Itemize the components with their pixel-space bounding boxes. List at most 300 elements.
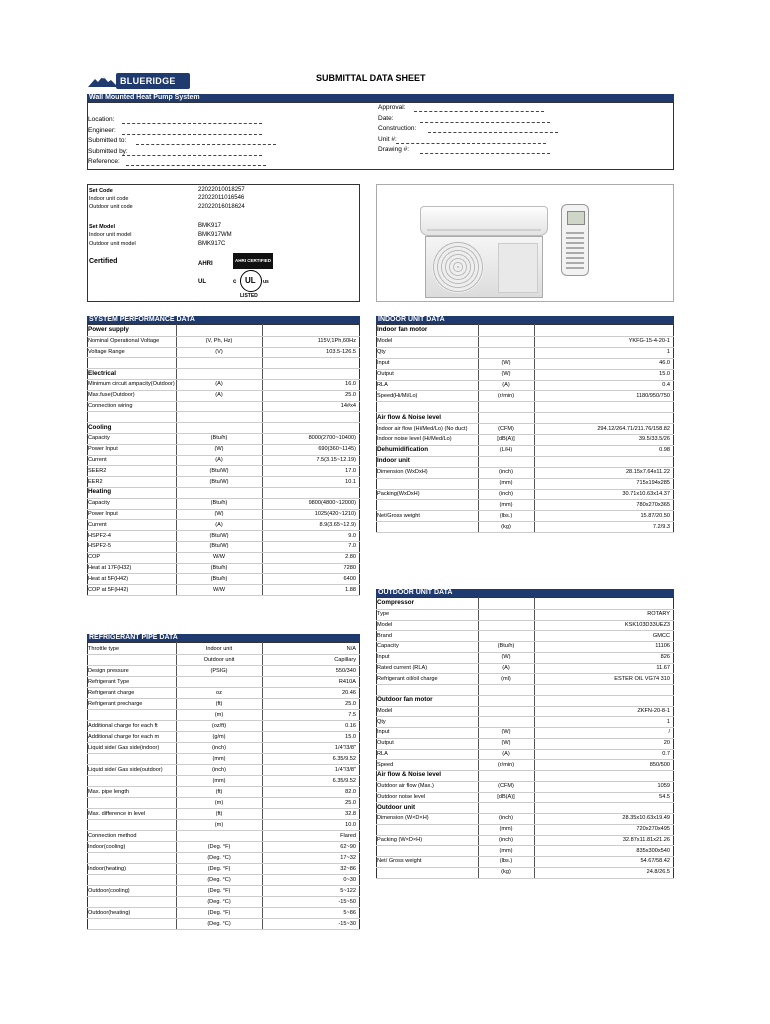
ul-c: c (233, 279, 237, 285)
row-unit: (ft) (215, 810, 223, 817)
row-value: 850/500 (649, 761, 670, 768)
row-unit: (Deg. °C) (207, 876, 231, 883)
table-row (87, 455, 360, 466)
table-row (87, 368, 360, 379)
row-unit: (CFM) (498, 783, 514, 790)
row-value: 7280 (343, 564, 356, 571)
row-unit: W/W (212, 554, 226, 561)
row-label: EER2 (88, 478, 103, 485)
row-label: Connection wiring (88, 402, 133, 409)
table-row (376, 695, 674, 706)
row-value: 835x300x540 (636, 847, 670, 854)
row-value: 2.80 (345, 554, 356, 561)
form-blank (122, 149, 262, 156)
table-row (376, 813, 674, 824)
row-value: 30.71x10.63x14.37 (622, 490, 670, 497)
table-row (376, 770, 674, 781)
row-unit: W/W (212, 586, 226, 593)
row-label: Connection method (88, 832, 137, 839)
row-label: Output (377, 371, 394, 378)
row-unit: (inch) (499, 836, 513, 843)
row-unit: (lbs.) (499, 858, 513, 865)
indoor-model-value: BMK917WM (198, 232, 232, 238)
table-row (87, 698, 360, 709)
row-value: 5~122 (340, 887, 356, 894)
table-row (87, 411, 360, 422)
remote-buttons (566, 229, 584, 269)
row-unit: (Btu/W) (209, 478, 229, 485)
row-value: 8.9(3.65~12.9) (319, 521, 356, 528)
row-label: Electrical (88, 369, 117, 377)
table-row (376, 630, 674, 641)
row-unit: (mm) (499, 826, 513, 833)
outdoor-model-value: BMK917C (198, 241, 226, 247)
row-label: Outdoor(cooling) (88, 887, 130, 894)
row-label: Packing(WxDxH) (377, 490, 420, 497)
ul-listed: LISTED (240, 293, 258, 299)
row-value: 0.7 (662, 750, 670, 757)
row-value: 14#x4 (340, 402, 356, 409)
row-value: 54.67/58.42 (640, 858, 670, 865)
table-row (376, 663, 674, 674)
row-value: 11106 (655, 643, 670, 650)
row-value: 15.0 (659, 371, 670, 378)
form-label: Construction: (378, 125, 417, 132)
row-value: ROTARY (647, 611, 670, 618)
ul-us: us (263, 279, 269, 285)
row-label: COP (88, 554, 101, 561)
set-model-label: Set Model (89, 224, 115, 230)
row-value: 20 (663, 740, 670, 747)
sys_perf-header: SYSTEM PERFORMANCE DATA (87, 316, 360, 324)
row-value: GMCC (652, 632, 670, 639)
table-row (87, 808, 360, 819)
row-value: 7.0 (348, 543, 356, 550)
row-divider (87, 929, 360, 930)
ahri-certified-badge (233, 253, 273, 269)
row-unit: (V) (215, 348, 223, 355)
row-unit: (W) (501, 371, 511, 378)
table-row (376, 489, 674, 500)
row-unit: (Deg. °C) (207, 854, 231, 861)
table-row (87, 530, 360, 541)
row-value: ESTER OIL VG74 310 (614, 675, 670, 682)
row-label: Qty (377, 349, 386, 356)
product-type-header (87, 94, 674, 102)
row-unit: (Deg. °F) (207, 865, 231, 872)
table-row (376, 652, 674, 663)
row-unit: (W) (501, 740, 511, 747)
table-row (87, 797, 360, 808)
row-value: 8000(2700~10400) (308, 435, 356, 442)
row-label: Dimension (W×D×H) (377, 815, 429, 822)
row-unit: Indoor unit (205, 645, 233, 652)
row-value: 7.2/9.3 (652, 523, 670, 530)
row-value: 6400 (343, 575, 356, 582)
row-label: Power Input (88, 446, 118, 453)
row-label: Additional charge for each m (88, 733, 160, 740)
row-value: YKFG-15-4-20-1 (628, 338, 670, 345)
row-value: 24.8/26.5 (646, 869, 670, 876)
row-label: Voltage Range (88, 348, 125, 355)
row-label: Outdoor air flow (Max.) (377, 783, 434, 790)
table-row (376, 727, 674, 738)
form-blank (136, 138, 276, 145)
row-value: 826 (660, 654, 670, 661)
row-divider (87, 595, 360, 596)
brand-logo (88, 72, 190, 90)
row-value: -15~30 (338, 920, 356, 927)
row-value: 1 (666, 718, 670, 725)
row-value: 1025(420~1210) (314, 510, 356, 517)
row-label: Refrigerant Type (88, 678, 130, 685)
row-label: Refrigerant charge (88, 689, 135, 696)
indoor-code-value: 22022011016546 (198, 195, 245, 201)
row-unit: (A) (215, 392, 223, 399)
table-row (376, 423, 674, 434)
row-unit: (Btu/W) (209, 467, 229, 474)
form-label: Drawing #: (378, 146, 410, 153)
set-code-value: 22022010018257 (198, 187, 245, 193)
row-unit: (lbs.) (499, 512, 513, 519)
row-label: Additional charge for each ft (88, 722, 158, 729)
table-row (376, 325, 674, 336)
row-value: 62~90 (340, 843, 356, 850)
row-label: COP at 5F(H42) (88, 586, 129, 593)
row-label: Throttle type (88, 645, 120, 652)
ref_pipe-header: REFRIGERANT PIPE DATA (87, 634, 360, 642)
row-label: RLA (377, 750, 388, 757)
row-label: Refrigerant oil/oil charge (377, 675, 438, 682)
table-row (376, 434, 674, 445)
table-row (376, 716, 674, 727)
row-label: Rated current (RLA) (377, 664, 428, 671)
table-row (87, 336, 360, 347)
table-row (376, 738, 674, 749)
row-label: HSPF2-4 (88, 532, 112, 539)
form-blank (126, 159, 266, 166)
row-label: Indoor(heating) (88, 865, 126, 872)
row-label: Output (377, 740, 394, 747)
row-value: 20.46 (342, 689, 356, 696)
row-label: Net/ Gross weight (377, 858, 422, 865)
row-unit: (mm) (212, 777, 226, 784)
form-label: Location: (88, 116, 115, 123)
row-unit: (r/min) (497, 392, 515, 399)
row-unit: (mm) (499, 847, 513, 854)
row-unit: (PSIG) (210, 667, 228, 674)
row-label: SEER2 (88, 467, 107, 474)
row-value: 32.8 (345, 810, 356, 817)
row-label: Compressor (377, 599, 415, 607)
table-row (87, 731, 360, 742)
row-value: 9.0 (348, 532, 356, 539)
row-value: / (668, 729, 670, 736)
form-label: Engineer: (88, 126, 116, 134)
row-unit: (A) (215, 521, 223, 528)
row-value: ZKFN-20-8-1 (637, 707, 670, 714)
row-unit: (W) (501, 729, 511, 736)
table-row (376, 609, 674, 620)
table-row (376, 620, 674, 631)
row-value: 32~86 (340, 865, 356, 872)
row-unit: (kg) (501, 869, 511, 876)
row-value: 39.5/33.5/26 (638, 436, 670, 443)
table-row (87, 786, 360, 797)
table-row (376, 412, 674, 423)
row-unit: [dB(A)] (497, 793, 515, 800)
row-value: KSK103D33UEZ3 (624, 621, 670, 628)
row-label: Input (377, 729, 390, 736)
row-value: 1.88 (345, 586, 356, 593)
row-unit: (Deg. °C) (207, 898, 231, 905)
table-row (376, 390, 674, 401)
row-label: Max. difference in level (88, 810, 146, 817)
row-value: 1180/950/750 (636, 392, 670, 399)
row-label: Design pressure (88, 667, 129, 674)
table-row (376, 401, 674, 412)
row-label: Net/Gross weight (377, 512, 420, 519)
table-row (87, 907, 360, 918)
row-label: Max.fuse(Outdoor) (88, 392, 135, 399)
set-model-value: BMK917 (198, 223, 222, 229)
table-row (376, 684, 674, 695)
table-row (87, 676, 360, 687)
table-row (87, 476, 360, 487)
table-row (376, 792, 674, 803)
table-row (87, 584, 360, 595)
row-label: Power Input (88, 510, 118, 517)
table-row (87, 444, 360, 455)
row-label: Air flow & Noise level (377, 413, 442, 421)
row-label: Brand (377, 632, 392, 639)
row-label: Cooling (88, 423, 112, 431)
row-label: Outdoor noise level (377, 793, 426, 800)
table-row (87, 687, 360, 698)
row-value: 28.35x10.63x19.49 (622, 815, 670, 822)
row-value: 7.5 (348, 711, 356, 718)
row-unit: (g/m) (212, 733, 226, 740)
row-unit: (inch) (212, 766, 226, 773)
row-label: Packing (W×D×H) (377, 836, 423, 843)
table-row (87, 819, 360, 830)
remote-control-image (561, 204, 589, 276)
table-row (87, 654, 360, 665)
row-label: Qty (377, 718, 386, 725)
table-row (87, 519, 360, 530)
indoor-model-label: Indoor unit model (89, 232, 132, 238)
row-label: Speed (377, 761, 394, 768)
row-unit: (r/min) (497, 761, 515, 768)
table-row (376, 856, 674, 867)
row-unit: (Btu/W) (209, 543, 229, 550)
row-value: 10.0 (345, 821, 356, 828)
row-unit: (Deg. °F) (207, 843, 231, 850)
row-unit: (W) (214, 510, 224, 517)
table-row (87, 390, 360, 401)
table-row (87, 347, 360, 358)
table-row (376, 456, 674, 467)
indoor-code-label: Indoor unit code (89, 196, 129, 202)
table-row (376, 521, 674, 532)
table-row (376, 749, 674, 760)
row-unit: (m) (214, 821, 224, 828)
table-row (87, 775, 360, 786)
row-label: Max. pipe length (88, 788, 130, 795)
row-value: 6.35/9.52 (332, 755, 356, 762)
table-row (87, 720, 360, 731)
row-unit: (inch) (499, 469, 513, 476)
table-row (87, 841, 360, 852)
row-unit: (W) (501, 654, 511, 661)
row-label: Model (377, 707, 393, 714)
form-blank (428, 126, 558, 133)
row-label: Model (377, 621, 393, 628)
table-row (376, 706, 674, 717)
row-unit: (m) (214, 711, 224, 718)
row-unit: (mm) (499, 501, 513, 508)
row-value: 9800(4800~12000) (308, 500, 356, 507)
row-value: 0.4 (662, 381, 670, 388)
table-row (87, 552, 360, 563)
row-unit: Outdoor unit (203, 656, 235, 663)
row-unit: (A) (502, 381, 510, 388)
row-value: -15~50 (338, 898, 356, 905)
table-row (376, 380, 674, 391)
row-value: 7.5(3.15~12.19) (316, 456, 356, 463)
row-value: 550/340 (335, 667, 356, 674)
brand-name-text: BLUERIDGE (120, 76, 176, 86)
row-label: Outdoor unit (377, 803, 416, 811)
row-value: 15.87/20.50 (640, 512, 670, 519)
table-row (376, 336, 674, 347)
row-unit: (Btu/h) (497, 643, 515, 650)
table-row (87, 896, 360, 907)
row-unit: (Btu/h) (210, 575, 228, 582)
outdoor-code-label: Outdoor unit code (89, 204, 133, 210)
row-label: Capacity (88, 500, 110, 507)
table-row (87, 665, 360, 676)
table-row (87, 830, 360, 841)
row-label: Capacity (88, 435, 110, 442)
row-value: 46.0 (659, 360, 670, 367)
row-label: Indoor unit (377, 457, 410, 465)
row-unit: (Deg. °C) (207, 920, 231, 927)
row-value: 103.5-126.5 (326, 348, 356, 355)
row-value: 6.35/9.52 (332, 777, 356, 784)
row-label: Refrigerant precharge (88, 700, 143, 707)
table-row (376, 347, 674, 358)
indoor-unit-image (420, 206, 548, 236)
product-type: Wall Mounted Heat Pump System (89, 94, 200, 101)
ul-listed-badge (230, 268, 274, 300)
row-value: 54.5 (659, 793, 670, 800)
row-unit: (Deg. °F) (207, 887, 231, 894)
form-label: Submitted to: (88, 137, 127, 144)
table-row (376, 759, 674, 770)
row-value: Capillary (334, 656, 356, 663)
table-row (87, 422, 360, 433)
row-value: 294.12/264.71/211.76/158.82 (597, 425, 670, 432)
row-value: N/A (346, 645, 356, 652)
outdoor-unit-image (425, 236, 543, 298)
mountain-logo-icon (88, 74, 118, 88)
row-divider (376, 878, 674, 879)
row-value: 17.0 (345, 467, 356, 474)
row-value: 17~32 (340, 854, 356, 861)
form-label: Approval: (378, 104, 406, 111)
row-unit: (A) (215, 456, 223, 463)
table-row (376, 824, 674, 835)
row-label: Dehumidification (377, 446, 429, 454)
table-row (87, 742, 360, 753)
row-unit: (L/H) (499, 447, 513, 454)
row-unit: (mm) (212, 755, 226, 762)
row-unit: (kg) (501, 523, 511, 530)
row-divider (376, 532, 674, 533)
row-unit: (inch) (212, 744, 226, 751)
row-value: 1 (666, 349, 670, 356)
row-value: 25.0 (345, 799, 356, 806)
outdoor-side-panel (498, 243, 538, 293)
table-row (376, 802, 674, 813)
table-row (87, 573, 360, 584)
row-unit: (W) (214, 446, 224, 453)
form-blank (414, 105, 544, 112)
table-row (376, 673, 674, 684)
row-value: 32.87x11.81x21.26 (622, 836, 670, 843)
row-value: 0.16 (345, 722, 356, 729)
ul-mark: UL (245, 276, 256, 285)
row-value: 690(360~1145) (318, 446, 356, 453)
outdoor-fan-grille (432, 241, 484, 293)
table-row (376, 467, 674, 478)
table-row (376, 845, 674, 856)
table-row (87, 852, 360, 863)
table-row (87, 885, 360, 896)
row-value: 0.98 (659, 447, 670, 454)
row-unit: (inch) (499, 815, 513, 822)
row-value: 0~30 (343, 876, 356, 883)
table-row (87, 325, 360, 336)
row-label: Air flow & Noise level (377, 771, 442, 779)
row-unit: (Btu/h) (210, 500, 228, 507)
row-value: 1/4"/3/8" (334, 744, 356, 751)
row-unit: oz (216, 689, 222, 696)
table-row (87, 541, 360, 552)
row-unit: (Btu/W) (209, 532, 229, 539)
set-code-label: Set Code (89, 188, 113, 194)
row-value: 25.0 (345, 700, 356, 707)
table-row (87, 379, 360, 390)
outdoor-model-label: Outdoor unit model (89, 241, 136, 247)
table-row (376, 510, 674, 521)
table-row (87, 465, 360, 476)
table-row (87, 509, 360, 520)
row-value: 25.0 (345, 392, 356, 399)
table-row (87, 487, 360, 498)
table-row (87, 709, 360, 720)
row-label: HSPF2-5 (88, 543, 112, 550)
row-unit: (Btu/h) (210, 435, 228, 442)
table-row (87, 498, 360, 509)
row-value: 5~86 (343, 909, 356, 916)
row-unit: (A) (502, 750, 510, 757)
table-row (376, 445, 674, 456)
row-label: Current (88, 521, 107, 528)
row-label: RLA (377, 381, 388, 388)
table-row (376, 478, 674, 489)
